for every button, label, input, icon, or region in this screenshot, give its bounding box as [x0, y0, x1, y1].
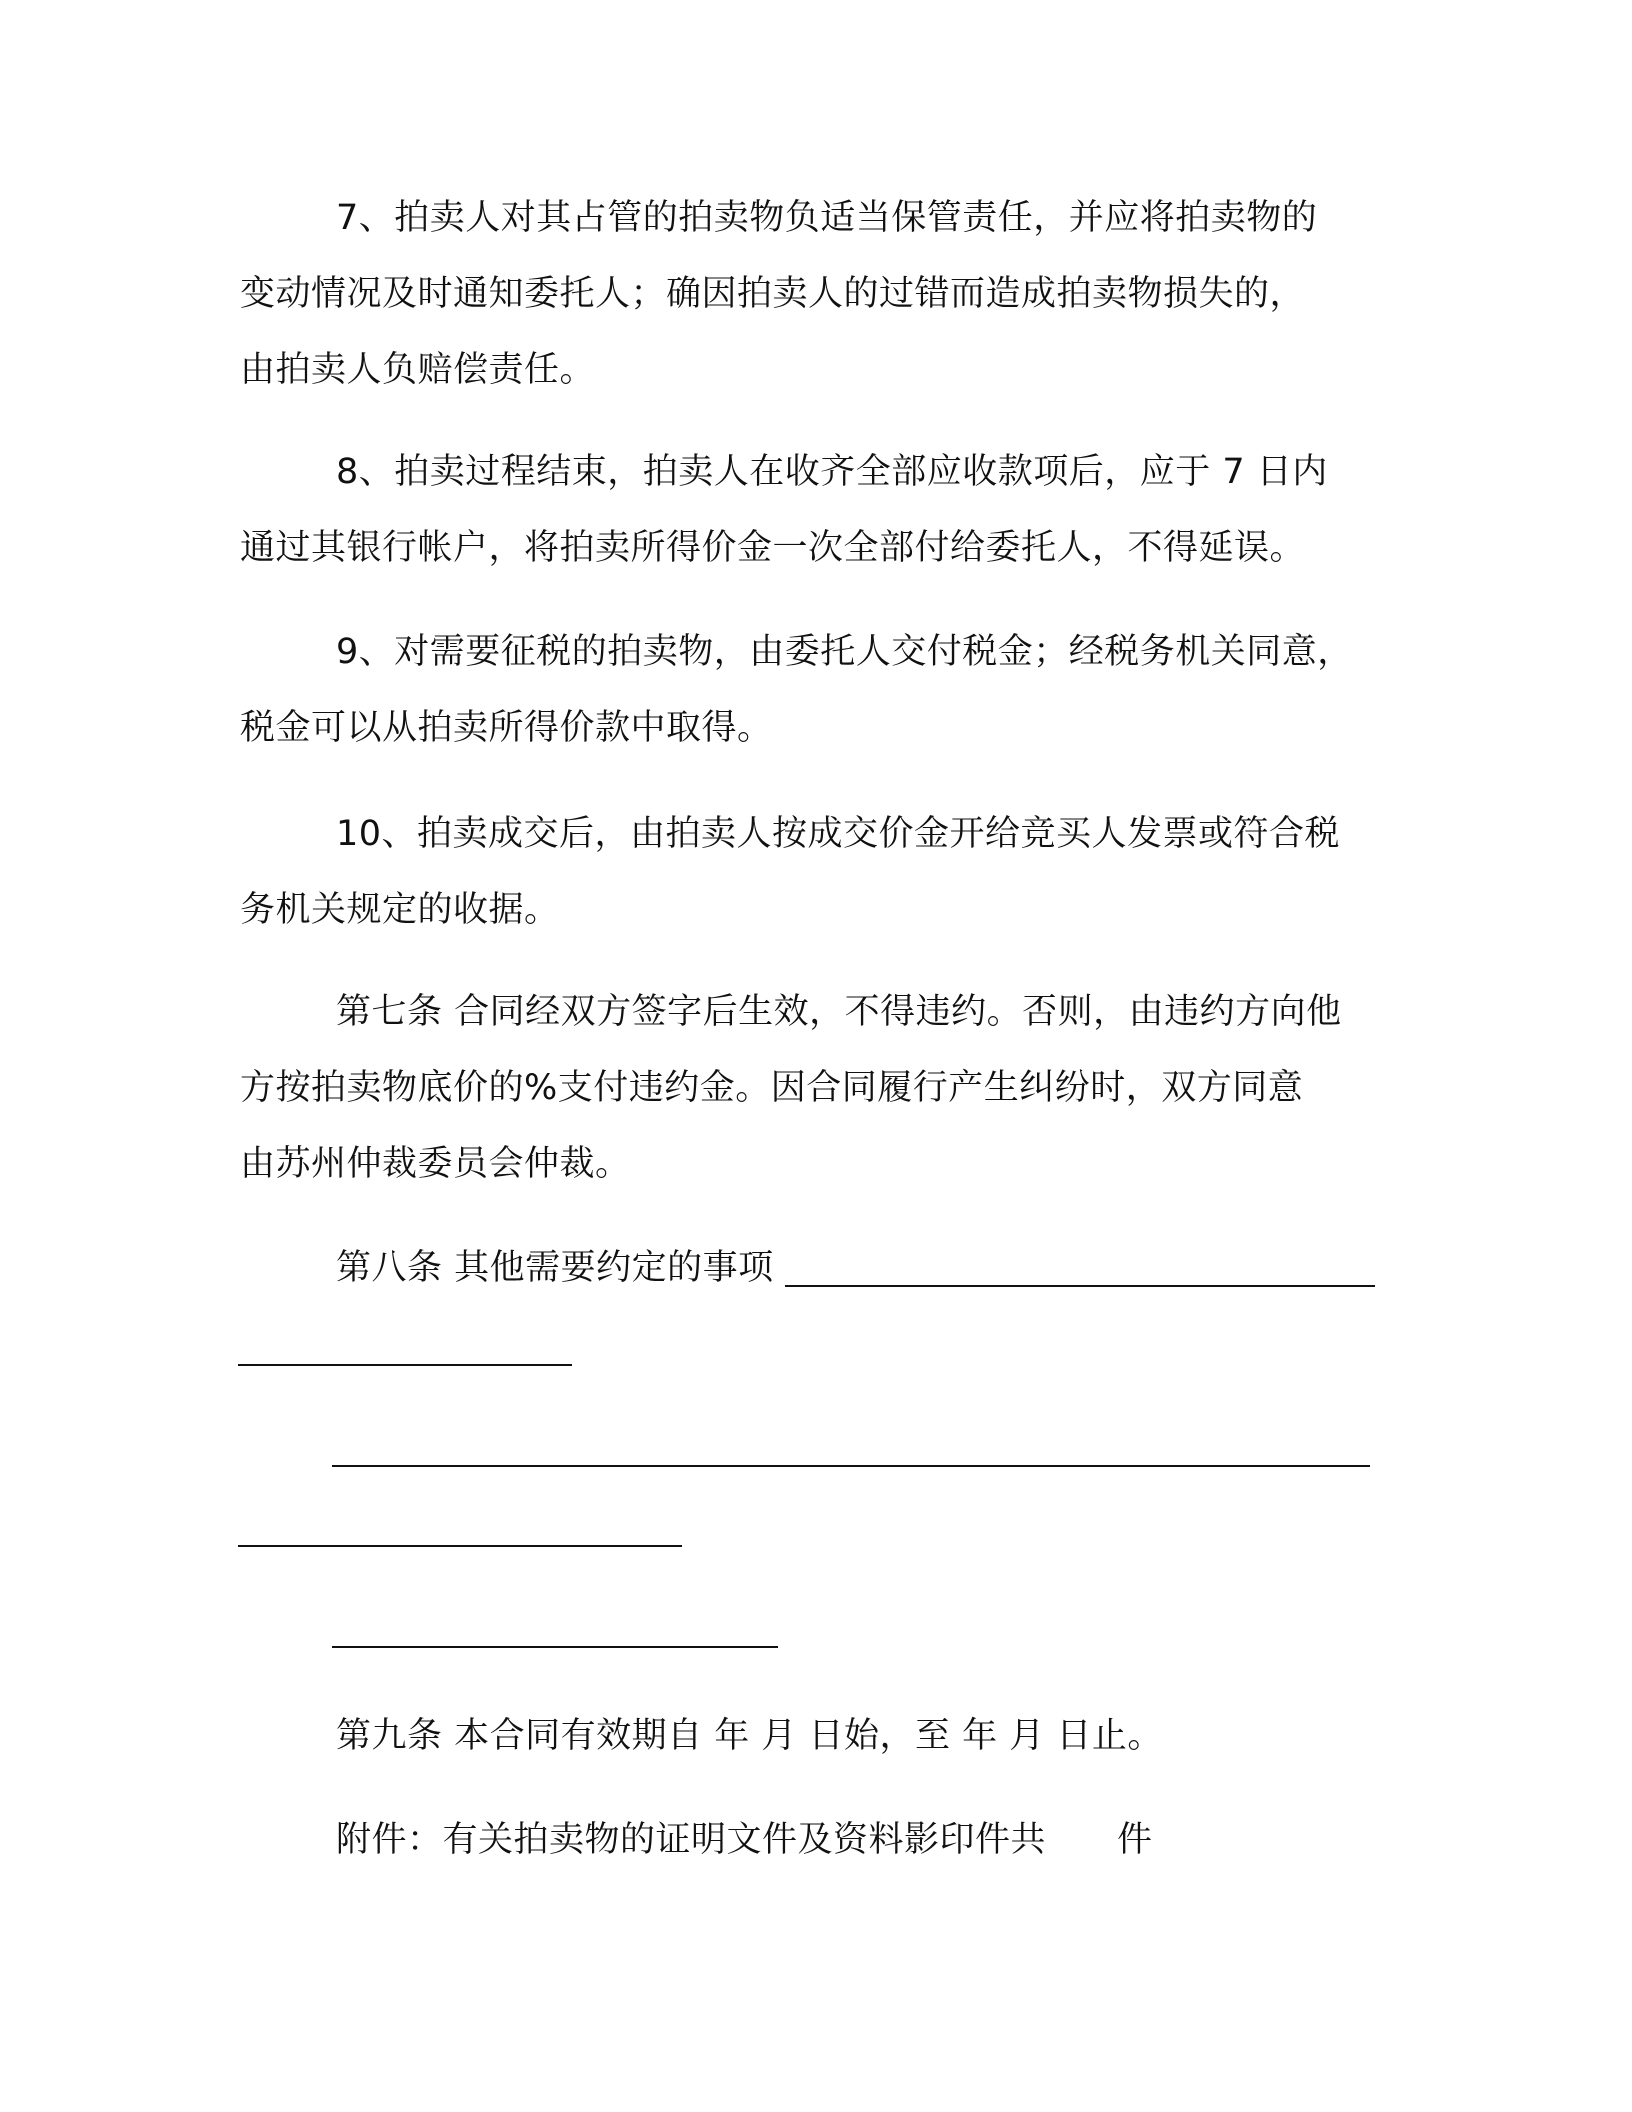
- blank-line-4: [238, 1545, 682, 1547]
- blank-line-2: [238, 1364, 572, 1366]
- clause-9-line-1: 9、对需要征税的拍卖物，由委托人交付税金；经税务机关同意，: [336, 632, 1353, 672]
- article-7-line-2: 方按拍卖物底价的%支付违约金。因合同履行产生纠纷时，双方同意: [240, 1068, 1304, 1108]
- clause-7-line-1: 7、拍卖人对其占管的拍卖物负适当保管责任，并应将拍卖物的: [336, 198, 1318, 238]
- article-7-line-1: 第七条 合同经双方签字后生效，不得违约。否则，由违约方向他: [336, 992, 1342, 1032]
- clause-8-line-1: 8、拍卖过程结束，拍卖人在收齐全部应收款项后，应于 7 日内: [336, 452, 1328, 492]
- clause-7-line-3: 由拍卖人负赔偿责任。: [240, 350, 596, 390]
- clause-10-line-1: 10、拍卖成交后，由拍卖人按成交价金开给竞买人发票或符合税: [336, 814, 1341, 854]
- blank-line-3: [332, 1465, 1370, 1467]
- clause-10-line-2: 务机关规定的收据。: [240, 890, 560, 930]
- article-7-line-3: 由苏州仲裁委员会仲裁。: [240, 1144, 631, 1184]
- article-8-line-1: 第八条 其他需要约定的事项: [336, 1248, 774, 1288]
- attachment-line: 附件：有关拍卖物的证明文件及资料影印件共 件: [336, 1820, 1153, 1860]
- clause-9-line-2: 税金可以从拍卖所得价款中取得。: [240, 708, 773, 748]
- clause-8-line-2: 通过其银行帐户，将拍卖所得价金一次全部付给委托人，不得延误。: [240, 528, 1306, 568]
- clause-7-line-2: 变动情况及时通知委托人；确因拍卖人的过错而造成拍卖物损失的，: [240, 274, 1306, 314]
- blank-line-article-8: [785, 1285, 1375, 1287]
- blank-line-5: [332, 1646, 778, 1648]
- article-9-line-1: 第九条 本合同有效期自 年 月 日始，至 年 月 日止。: [336, 1716, 1163, 1756]
